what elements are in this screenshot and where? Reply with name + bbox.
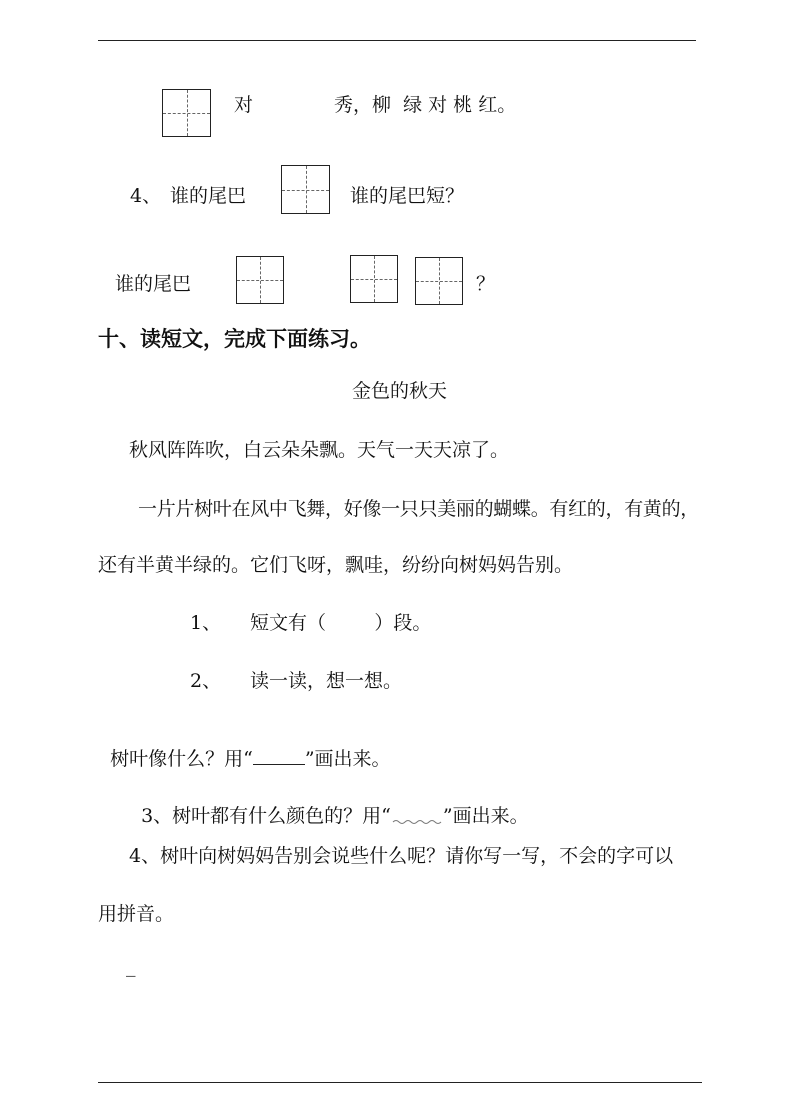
question-3	[129, 788, 529, 826]
text-couplet: 秀，柳 绿 对 桃 红。	[334, 94, 517, 116]
answer-line-mark[interactable]: _	[126, 955, 136, 977]
writing-box[interactable]	[415, 257, 463, 305]
question-3-pre: 3、树叶都有什么颜色的？用“	[141, 805, 391, 827]
question-4-line-1: 4、树叶向树妈妈告别会说些什么呢？请你写一写，不会的字可以	[129, 845, 674, 867]
straight-underline-sample	[253, 750, 305, 765]
question-4-line-2: 用拼音。	[98, 903, 175, 925]
question-mark: ？	[476, 273, 496, 295]
question-2-number: 2、	[190, 670, 222, 692]
question-1-text: 短文有（ ）段。	[250, 612, 432, 634]
text-dui: 对	[234, 94, 254, 116]
passage-paragraph-2-line-2: 还有半黄半绿的。它们飞呀，飘哇，纷纷向树妈妈告别。	[98, 554, 574, 576]
item-number-4: 4、	[130, 185, 162, 207]
wavy-underline-sample	[391, 808, 443, 826]
question-2-text: 读一读，想一想。	[250, 670, 403, 692]
writing-box[interactable]	[236, 256, 284, 304]
text-whose-tail: 谁的尾巴	[170, 185, 247, 207]
top-rule	[98, 40, 696, 41]
passage-paragraph-2-line-1: 一片片树叶在风中飞舞，好像一只只美丽的蝴蝶。有红的，有黄的，	[138, 498, 700, 520]
writing-box[interactable]	[162, 89, 211, 137]
writing-box[interactable]	[281, 165, 330, 214]
text-whose-tail-short: 谁的尾巴短？	[350, 185, 465, 207]
passage-title: 金色的秋天	[352, 380, 448, 402]
question-2-instruction-post: ”画出来。	[304, 748, 391, 770]
question-2-instruction-pre: 树叶像什么？用“	[110, 748, 253, 770]
bottom-rule	[98, 1082, 702, 1083]
question-2-instruction	[98, 731, 391, 769]
text-whose-tail-2: 谁的尾巴	[115, 273, 192, 295]
passage-paragraph-1: 秋风阵阵吹，白云朵朵飘。天气一天天凉了。	[129, 439, 510, 461]
section-heading: 十、读短文，完成下面练习。	[98, 327, 371, 351]
question-3-post: ”画出来。	[442, 805, 529, 827]
question-1-number: 1、	[190, 612, 222, 634]
writing-box[interactable]	[350, 255, 398, 303]
